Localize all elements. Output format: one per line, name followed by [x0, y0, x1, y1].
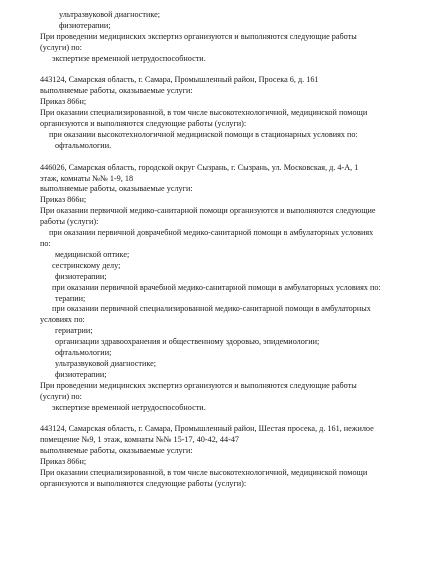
text-line: медицинской оптике;	[55, 249, 130, 259]
text-line: При оказании специализированной, в том числе высокотехнологичной, медицинской помощи	[40, 468, 368, 478]
text-line: выполняемые работы, оказываемые услуги:	[40, 184, 193, 194]
address-section	[40, 163, 410, 414]
text-line: работы (услуги):	[40, 217, 99, 227]
text-line: выполняемые работы, оказываемые услуги:	[40, 446, 193, 456]
text-line: организуются и выполняются следующие работы (услуги):	[40, 478, 247, 488]
text-line: При проведении медицинских экспертиз организуются и выполняются следующие работы	[40, 380, 357, 390]
text-line: физиотерапии;	[55, 369, 107, 379]
text-line: при оказании первичной специализированной медико-санитарной помощи в амбулаторных	[52, 304, 371, 314]
text-line: по:	[40, 239, 51, 248]
text-line: При оказании первичной медико-санитарной помощи организуются и выполняются следующие	[40, 206, 376, 216]
text-line: организации здравоохранения и общественному здоровью, эпидемиологии;	[55, 337, 320, 347]
paragraph-gap	[40, 65, 410, 76]
text-line: При проведении медицинских экспертиз организуются и выполняются следующие работы	[40, 31, 357, 41]
text-line: экспертизе временной нетрудоспособности.	[52, 402, 206, 412]
text-line: физиотерапии;	[55, 271, 107, 281]
text-line: Приказ 866н;	[40, 97, 87, 107]
text-line: При оказании специализированной, в том числе высокотехнологичной, медицинской помощи	[40, 108, 368, 118]
text-line: гериатрии;	[55, 326, 93, 336]
text-line: Приказ 866н;	[40, 195, 87, 205]
text-line: сестринскому делу;	[52, 260, 121, 270]
text-line: помещение №9, 1 этаж, комнаты №№ 15-17, 40-42, 44-47	[40, 435, 240, 445]
text-line: ультразвуковой диагностике;	[59, 10, 161, 19]
text-line: выполняемые работы, оказываемые услуги:	[40, 86, 193, 96]
text-line: 446026, Самарская область, городской округ Сызрань, г. Сызрань, ул. Московская, д. 4-А, 1	[40, 162, 359, 172]
text-line: (услуги) по:	[40, 391, 82, 401]
text-line: 443124, Самарская область, г. Самара, Промышленный район, Просека 6, д. 161	[40, 75, 319, 85]
text-line: Приказ 866н;	[40, 457, 87, 467]
text-line: организуются и выполняются следующие работы (услуги):	[40, 119, 247, 129]
paragraph-gap	[40, 152, 410, 163]
text-line: экспертизе временной нетрудоспособности.	[52, 53, 206, 63]
text-line: офтальмологии.	[55, 140, 112, 150]
address-section	[40, 10, 410, 65]
paragraph-gap	[40, 414, 410, 425]
text-line: (услуги) по:	[40, 42, 82, 52]
text-line: условиях по:	[40, 315, 85, 325]
text-line: этаж, комнаты №№ 1-9, 18	[40, 173, 134, 183]
address-section	[40, 424, 410, 489]
text-line: физиотерапии;	[59, 20, 111, 30]
address-section	[40, 75, 410, 151]
text-line: при оказании первичной врачебной медико-санитарной помощи в амбулаторных условиях по:	[52, 282, 381, 292]
text-line: 443124, Самарская область, г. Самара, Промышленный район, Шестая просека, д. 161, нежилое	[40, 424, 374, 434]
text-line: терапии;	[55, 293, 86, 303]
text-line: офтальмологии;	[55, 348, 112, 358]
text-line: ультразвуковой диагностике;	[55, 358, 157, 368]
text-line: при оказании первичной доврачебной медико-санитарной помощи в амбулаторных условиях	[49, 228, 374, 238]
text-line: при оказании высокотехнологичной медицинской помощи в стационарных условиях по:	[49, 129, 358, 139]
